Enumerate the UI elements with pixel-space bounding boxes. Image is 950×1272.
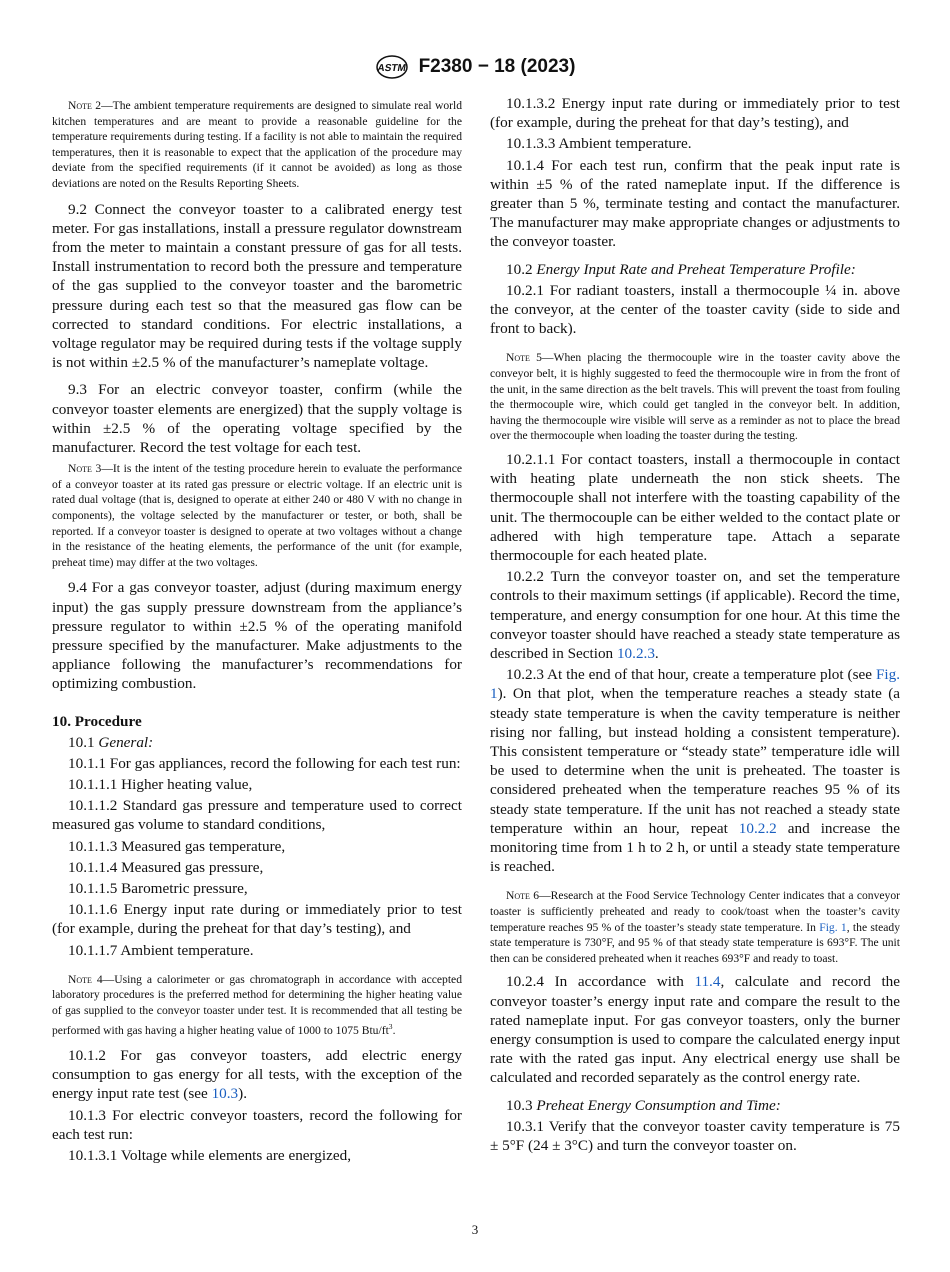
body-paragraph	[52, 941, 462, 960]
text-segment: General:	[98, 733, 154, 751]
text-segment: 10.1.3.1 Voltage while elements are energized,	[68, 1147, 351, 1165]
text-segment: 10.1.1.5 Barometric pressure,	[68, 880, 248, 897]
cross-reference-link[interactable]: 10.2.3	[616, 645, 655, 663]
text-segment: 10.1.2 For gas conveyor toasters, add electric energy consumption to gas energy for all tests, with the exception of the energy input rate test (see	[52, 1047, 462, 1103]
text-segment: 10. Procedure	[52, 712, 142, 730]
text-segment: 9.3 For an electric conveyor toaster, confirm (while the conveyor toaster elements are energized) that the supply voltage is within ±2.5 % of the operating voltage specified by the manufacturer. Record the test voltage for each test.	[52, 381, 462, 456]
body-paragraph	[52, 879, 462, 898]
note-label: Note	[506, 351, 530, 365]
text-segment: 6—Research at the Food Service Technology Center indicates that a conveyor toaster is sufficiently preheated and ready to cook/toast when the toaster’s cavity temperature reaches 95 % of the toaster’s steady state temperature. In	[490, 889, 900, 934]
right-column	[490, 94, 900, 1157]
body-paragraph	[490, 260, 900, 279]
text-segment: 10.2.3 At the end of that hour, create a temperature plot (see	[506, 666, 876, 684]
page-header	[0, 55, 950, 79]
cross-reference-link[interactable]: 11.4	[694, 973, 721, 991]
text-segment: 9.4 For a gas conveyor toaster, adjust (during maximum energy input) the gas supply pressure downstream from the appliance’s pressure regulator to within ±2.5 % of the operating manifold pressure specified by the manufacturer. Make adjustments to the appliance following the manufacturer’s recommendations for optimizing combustion.	[52, 579, 462, 693]
body-paragraph	[52, 775, 462, 794]
body-paragraph	[52, 200, 462, 373]
text-segment: 3—It is the intent of the testing procedure herein to evaluate the performance of a conveyor toaster at its rated gas pressure or electric voltage. If an electric unit is rated dual voltage (that is, designed to operate at either 240 or 480 V with no change in components), the voltage selected by the manufacturer or tester, or both, shall be reported. If a conveyor toaster is designed to operate at two voltages without a change in the resistance of the heating elements, the performance of the unit (for example, preheat time) may differ at the two voltages.	[52, 462, 462, 569]
text-segment: 5—When placing the thermocouple wire in the toaster cavity above the conveyor belt, it is highly suggested to feed the thermocouple wire in from the front of the unit, in the same direction as the belt travels. This will prevent the toast from fouling the thermocouple wire, which could get tangled in the conveyor belt. In addition, having the thermocouple wire visible will serve as a reminder as not to place the bread over the thermocouple when loading the toaster during the testing.	[490, 351, 900, 443]
left-column	[52, 94, 462, 1167]
text-segment: .	[654, 645, 659, 663]
body-paragraph	[52, 380, 462, 457]
text-segment: 10.1.1 For gas appliances, record the following for each test run:	[68, 754, 461, 772]
note-paragraph	[490, 888, 900, 966]
note-label: Note	[68, 462, 92, 476]
text-segment: 9.2 Connect the conveyor toaster to a calibrated energy test meter. For gas installations, install a pressure regulator downstream from the meter to maintain a constant pressure of gas for all tests. Install instrumentation to record both the pressure and temperature of the gas supplied to the conveyor toaster and the barometric pressure during each test so that the measured gas flow can be corrected to standard conditions. For electric installations, a voltage regulator may be required during tests if the voltage supply is not within ±2.5 % of the manufacturer’s nameplate voltage.	[52, 200, 462, 372]
text-segment: 10.1	[68, 733, 99, 751]
note-label: Note	[506, 889, 530, 903]
body-paragraph	[490, 1096, 900, 1115]
body-paragraph	[52, 858, 462, 877]
text-segment: Energy Input Rate and Preheat Temperature Profile:	[536, 260, 856, 278]
text-segment: 2—The ambient temperature requirements are designed to simulate real world kitchen temperatures and are meant to provide a reasonable guideline for the temperature requirements during testing. If a facility is not able to maintain the required temperatures, then it is reasonable to expect that the application of the procedure may deviate from the specified requirements (if it cannot be avoided) as long as those deviations are noted on the Results Reporting Sheets.	[52, 99, 462, 190]
body-paragraph	[52, 900, 462, 938]
text-segment: and increase the monitoring time from 1 h to 2 h, or until a steady state temperature is reached.	[490, 819, 900, 876]
document-designation: F2380 − 18 (2023)	[418, 56, 576, 77]
text-segment: ). On that plot, when the temperature reaches a steady state (a steady state temperature is when the cavity temperature is neither rising nor falling, but instead holding a consistent temperature). This consistent temperature or “steady state” temperature idle will be used to determine when the unit is preheated. The toaster is considered preheated when the temperature reaches 95 % of its steady state temperature. If the unit has not reached a steady state temperature within an hour, repeat	[490, 685, 900, 837]
text-segment: 10.1.1.3 Measured gas temperature,	[68, 837, 286, 855]
astm-logo-icon	[375, 55, 409, 79]
body-paragraph	[490, 665, 900, 876]
note-paragraph	[52, 972, 462, 1038]
text-segment: 10.2.2 Turn the conveyor toaster on, and set the temperature controls to their maximum settings (if applicable). Record the time, temperature, and energy consumption for one hour. At this time the conveyor toaster should have reached a steady state temperature as described in Section	[490, 568, 900, 663]
note-paragraph	[52, 461, 462, 570]
cross-reference-link[interactable]: Fig. 1	[819, 920, 847, 934]
text-segment: 10.1.1.6 Energy input rate during or immediately prior to test (for example, during the preheat for that day’s testing), and	[52, 901, 462, 938]
text-segment: 4—Using a calorimeter or gas chromatograph in accordance with accepted laboratory procedures is the preferred method for determining the higher heating value of gas supplied to the conveyor toaster under test. It is recommended that all testing be performed with gas having a higher heating value of 1000 to 1075 Btu/ft	[52, 972, 462, 1037]
body-paragraph	[52, 754, 462, 773]
text-segment: 10.1.3 For electric conveyor toasters, record the following for each test run:	[52, 1106, 462, 1143]
text-segment: 10.2.1.1 For contact toasters, install a thermocouple in contact with heating plate underneath the non stick sheets. The thermocouple shall not interfere with the toasting capability of the unit. The thermocouple can be either welded to the contact plate or adhered with high temperature tape. Attach a separate thermocouple for each heated plate.	[490, 451, 900, 565]
text-segment: 10.1.4 For each test run, confirm that the peak input rate is within ±5 % of the rated nameplate input. If the difference is greater than 5 %, terminate testing and contact the manufacturer. The manufacturer may make appropriate changes or adjustments to the conveyor toaster.	[490, 156, 900, 251]
body-paragraph	[52, 1106, 462, 1144]
body-paragraph	[490, 94, 900, 132]
body-paragraph	[490, 567, 900, 663]
text-segment: 10.1.1.4 Measured gas pressure,	[68, 858, 264, 876]
body-paragraph	[490, 156, 900, 252]
text-segment: , the steady state temperature is 730°F, and 95 % of that steady state temperature is 693°F. The unit then can be considered preheated when it reaches 693°F and ready to toast.	[490, 920, 901, 965]
section-heading	[52, 712, 462, 731]
text-segment: 10.1.3.3 Ambient temperature.	[506, 135, 692, 153]
svg-text:ASTM: ASTM	[376, 63, 407, 74]
text-segment: , calculate and record the conveyor toaster’s energy input rate and compare the result to the rated nameplate input. For gas conveyor toasters, only the burner energy consumption is used to compare the calculated energy input rate with the rated gas input. Any electrical energy use shall be calculated and recorded separately as the control energy rate.	[490, 973, 900, 1087]
body-paragraph	[490, 972, 900, 1087]
text-segment: 10.2.1 For radiant toasters, install a thermocouple ¼ in. above the conveyor, at the center of the toaster cavity (side to side and front to back).	[490, 281, 900, 338]
note-paragraph	[52, 98, 462, 192]
text-segment: 3	[388, 1021, 393, 1031]
text-segment: 10.3.1 Verify that the conveyor toaster cavity temperature is 75 ± 5°F (24 ± 3°C) and turn the conveyor toaster on.	[490, 1117, 900, 1155]
cross-reference-link[interactable]: Fig. 1	[490, 666, 900, 703]
body-paragraph	[52, 1046, 462, 1104]
text-segment: 10.3	[506, 1096, 537, 1114]
text-segment: 10.1.3.2 Energy input rate during or immediately prior to test (for example, during the preheat for that day’s testing), and	[490, 95, 900, 132]
text-segment: Preheat Energy Consumption and Time:	[536, 1096, 781, 1114]
note-paragraph	[490, 350, 900, 444]
cross-reference-link[interactable]: 10.2.2	[738, 819, 777, 837]
body-paragraph	[490, 281, 900, 339]
page-number: 3	[471, 1222, 479, 1237]
cross-reference-link[interactable]: 10.3	[211, 1085, 239, 1103]
text-segment: 10.1.1.7 Ambient temperature.	[68, 941, 254, 959]
note-label: Note	[68, 972, 92, 986]
body-paragraph	[52, 1146, 462, 1165]
text-segment: 10.1.1.1 Higher heating value,	[68, 775, 253, 793]
body-paragraph	[52, 733, 462, 752]
note-label: Note	[68, 99, 92, 112]
body-paragraph	[52, 837, 462, 856]
body-paragraph	[490, 450, 900, 565]
body-paragraph	[52, 796, 462, 834]
text-segment: ).	[238, 1085, 247, 1103]
text-segment: .	[392, 1023, 396, 1037]
text-segment: 10.2.4 In accordance with	[506, 973, 695, 991]
text-segment: 10.2	[506, 260, 537, 278]
body-paragraph	[490, 1117, 900, 1155]
body-paragraph	[490, 134, 900, 153]
text-segment: 10.1.1.2 Standard gas pressure and temperature used to correct measured gas volume to standard conditions,	[52, 797, 462, 834]
body-paragraph	[52, 578, 462, 693]
